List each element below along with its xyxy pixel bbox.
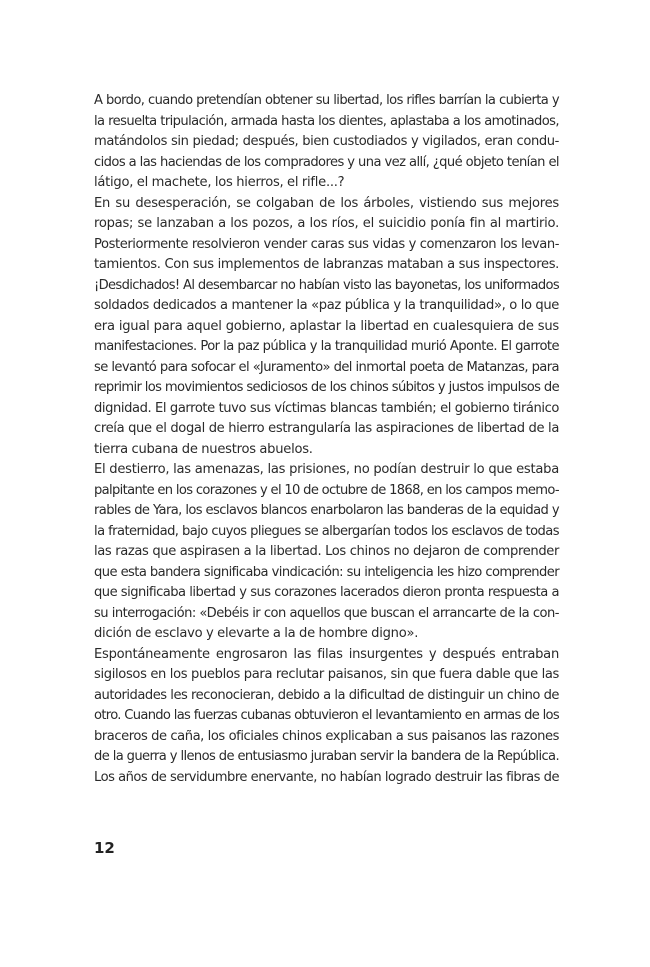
text-line: de la guerra y llenos de entusiasmo juraban servir la bandera de la República.	[94, 749, 559, 764]
text-line: creía que el dogal de hierro estrangularía las aspiraciones de libertad de la	[94, 421, 559, 436]
text-line: látigo, el machete, los hierros, el rifle...?	[94, 175, 345, 190]
text-line: El destierro, las amenazas, las prisiones, no podían destruir lo que estaba	[94, 462, 559, 477]
page-number: 12	[94, 839, 115, 857]
text-line: era igual para aquel gobierno, aplastar la libertad en cualesquiera de sus	[94, 318, 559, 334]
text-line: tamientos. Con sus implementos de labranzas mataban a sus inspectores.	[94, 257, 559, 272]
body-text	[94, 91, 559, 788]
text-line: su interrogación: «Debéis ir con aquellos que buscan el arrancarte de la con-	[94, 605, 559, 621]
text-line: Posteriormente resolvieron vender caras sus vidas y comenzaron los levan-	[94, 236, 559, 252]
text-line: que esta bandera significaba vindicación: su inteligencia les hizo comprender	[94, 564, 559, 580]
text-line: se levantó para sofocar el «Juramento» del inmortal poeta de Matanzas, para	[94, 359, 559, 375]
text-line: la fraternidad, bajo cuyos pliegues se albergarían todos los esclavos de todas	[94, 523, 559, 539]
text-line: que significaba libertad y sus corazones lacerados dieron pronta respuesta a	[94, 585, 559, 600]
text-line: Los años de servidumbre enervante, no habían logrado destruir las fibras de	[94, 769, 559, 785]
text-line: dignidad. El garrote tuvo sus víctimas blancas también; el gobierno tiránico	[94, 400, 559, 416]
text-line: A bordo, cuando pretendían obtener su libertad, los rifles barrían la cubierta y	[94, 93, 559, 108]
text-line: manifestaciones. Por la paz pública y la tranquilidad murió Aponte. El garrote	[94, 339, 559, 354]
text-line: autoridades les reconocieran, debido a la dificultad de distinguir un chino de	[94, 687, 559, 703]
text-line: ¡Desdichados! Al desembarcar no habían visto las bayonetas, los uniformados	[94, 277, 559, 293]
text-line: matándolos sin piedad; después, bien custodiados y vigilados, eran condu-	[94, 134, 559, 149]
text-line: las razas que aspirasen a la libertad. Los chinos no dejaron de comprender	[94, 544, 559, 559]
text-line: la resuelta tripulación, armada hasta los dientes, aplastaba a los amotinados,	[94, 113, 559, 129]
text-line: En su desesperación, se colgaban de los árboles, vistiendo sus mejores	[94, 195, 559, 211]
text-line: reprimir los movimientos sediciosos de los chinos súbitos y justos impulsos de	[94, 380, 559, 395]
text-line: otro. Cuando las fuerzas cubanas obtuvieron el levantamiento en armas de los	[94, 708, 559, 723]
text-line: soldados dedicados a mantener la «paz pública y la tranquilidad», o lo que	[94, 298, 559, 313]
text-line: sigilosos en los pueblos para reclutar paisanos, sin que fuera dable que las	[94, 667, 559, 682]
text-line: ropas; se lanzaban a los pozos, a los ríos, el suicidio ponía fin al martirio.	[94, 216, 559, 231]
text-line: palpitante en los corazones y el 10 de octubre de 1868, en los campos memo-	[94, 482, 559, 498]
text-line: Espontáneamente engrosaron las filas insurgentes y después entraban	[94, 646, 559, 662]
text-line: dición de esclavo y elevarte a la de hombre digno».	[94, 626, 419, 641]
text-line: cidos a las haciendas de los compradores y una vez allí, ¿qué objeto tenían el	[94, 154, 559, 170]
text-line: rables de Yara, los esclavos blancos enarbolaron las banderas de la equidad y	[94, 503, 559, 518]
text-line: braceros de caña, los oficiales chinos explicaban a sus paisanos las razones	[94, 728, 559, 744]
text-line: tierra cubana de nuestros abuelos.	[94, 441, 313, 457]
